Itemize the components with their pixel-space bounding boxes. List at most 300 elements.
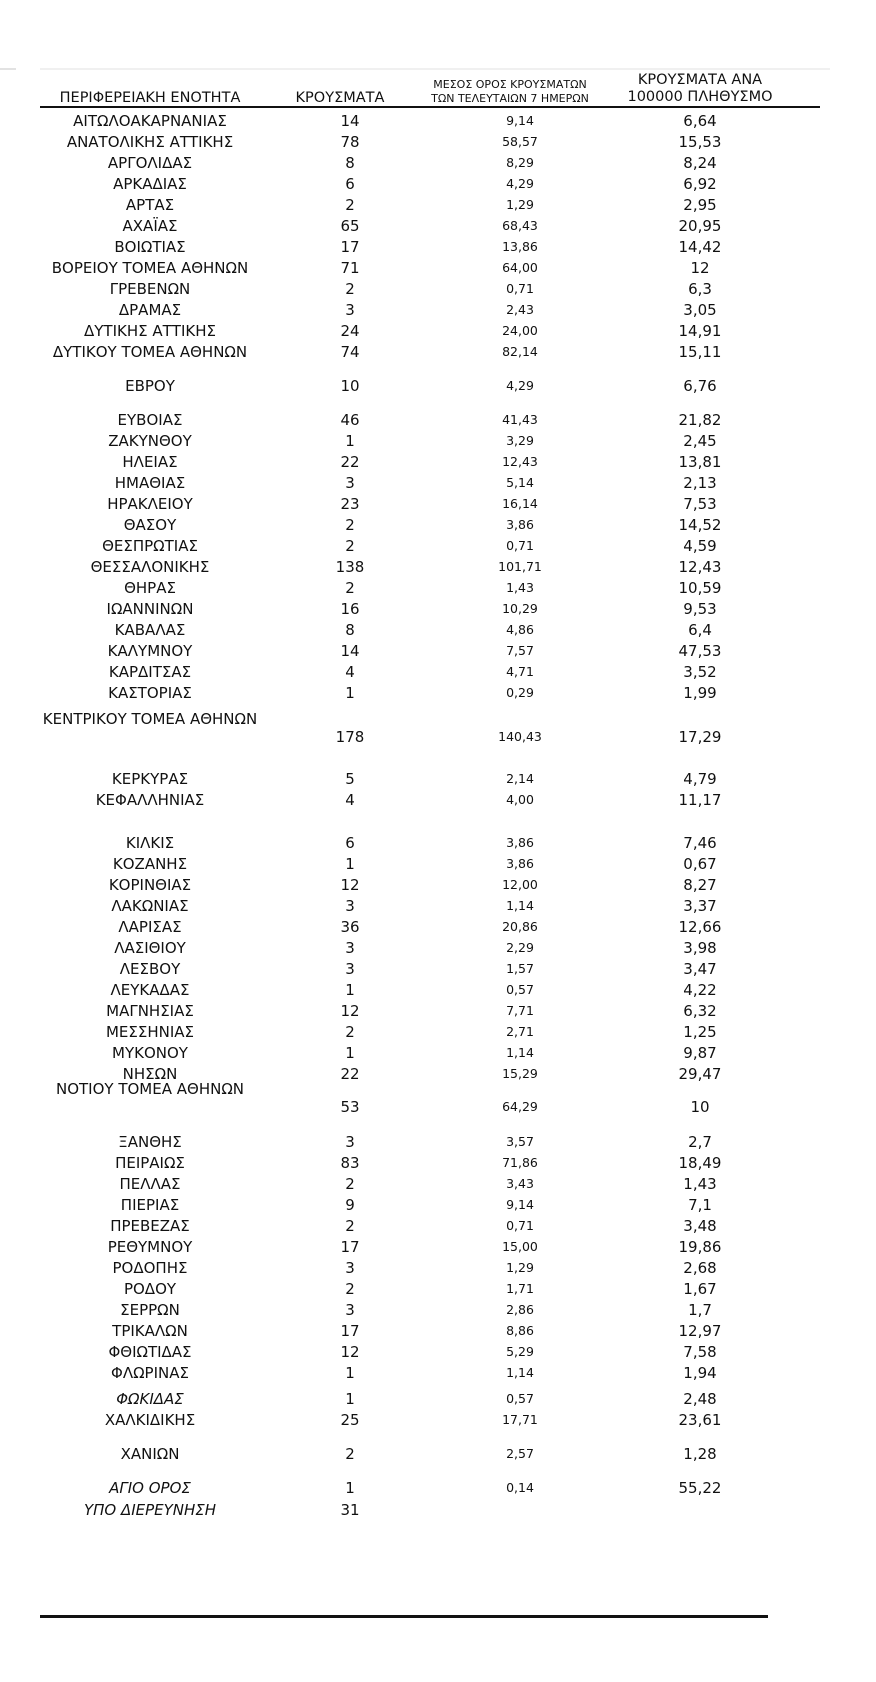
table-row	[40, 451, 830, 473]
average-cell: 140,43	[498, 729, 542, 744]
per-100k-cell: 4,59	[683, 537, 717, 555]
region-cell: ΛΕΥΚΑΔΑΣ	[110, 981, 190, 999]
header-cases: ΚΡΟΥΣΜΑΤΑ	[295, 90, 385, 106]
table-row	[40, 1215, 830, 1237]
table-row	[40, 979, 830, 1001]
average-cell: 7,57	[506, 643, 534, 658]
region-cell: ΑΧΑΪΑΣ	[122, 217, 178, 235]
table-row	[40, 1443, 830, 1465]
table-row	[40, 1152, 830, 1174]
region-cell: ΒΟΡΕΙΟΥ ΤΟΜΕΑ ΑΘΗΝΩΝ	[51, 259, 249, 277]
table-row	[40, 1499, 830, 1521]
average-cell: 101,71	[498, 559, 542, 574]
cases-cell: 78	[340, 133, 360, 151]
average-cell: 1,29	[506, 197, 534, 212]
region-cell: ΖΑΚΥΝΘΟΥ	[108, 432, 192, 450]
table-row	[40, 937, 830, 959]
region-cell: ΝΗΣΩΝ	[122, 1065, 178, 1083]
region-cell: ΚΕΝΤΡΙΚΟΥ ΤΟΜΕΑ ΑΘΗΝΩΝ	[42, 710, 258, 728]
cases-cell: 1	[345, 1364, 355, 1382]
region-cell: ΛΑΚΩΝΙΑΣ	[111, 897, 189, 915]
per-100k-cell: 3,47	[683, 960, 717, 978]
per-100k-cell: 13,81	[678, 453, 722, 471]
per-100k-cell: 9,87	[683, 1044, 717, 1062]
region-cell: ΠΕΙΡΑΙΩΣ	[115, 1154, 185, 1172]
cases-cell: 2	[345, 1445, 355, 1463]
average-cell: 2,43	[506, 302, 534, 317]
per-100k-cell: 47,53	[678, 642, 722, 660]
average-cell: 0,57	[506, 1391, 534, 1406]
average-cell: 1,14	[506, 1045, 534, 1060]
cases-cell: 3	[345, 301, 355, 319]
per-100k-cell: 1,25	[683, 1023, 717, 1041]
average-cell: 7,71	[506, 1003, 534, 1018]
average-cell: 17,71	[502, 1412, 538, 1427]
per-100k-cell: 10	[690, 1098, 710, 1116]
cases-cell: 1	[345, 684, 355, 702]
per-100k-cell: 1,43	[683, 1175, 717, 1193]
per-100k-cell: 6,32	[683, 1002, 717, 1020]
cases-cell: 46	[340, 411, 360, 429]
cases-cell: 12	[340, 1343, 360, 1361]
cases-cell: 1	[345, 855, 355, 873]
table-row	[40, 1362, 830, 1384]
per-100k-cell: 1,94	[683, 1364, 717, 1382]
average-cell: 2,29	[506, 940, 534, 955]
table-row	[40, 640, 830, 662]
region-cell: ΕΒΡΟΥ	[125, 377, 175, 395]
cases-cell: 4	[345, 663, 355, 681]
per-100k-cell: 15,53	[678, 133, 722, 151]
table-row	[40, 514, 830, 536]
cases-cell: 5	[345, 770, 355, 788]
region-cell: ΚΑΣΤΟΡΙΑΣ	[108, 684, 192, 702]
table-row	[40, 535, 830, 557]
table-row	[40, 1080, 830, 1118]
region-cell: ΒΟΙΩΤΙΑΣ	[114, 238, 186, 256]
region-cell: ΣΕΡΡΩΝ	[120, 1301, 180, 1319]
cases-cell: 6	[345, 175, 355, 193]
table-row	[40, 556, 830, 578]
average-cell: 4,86	[506, 622, 534, 637]
average-cell: 12,00	[502, 877, 538, 892]
per-100k-cell: 3,37	[683, 897, 717, 915]
region-cell: ΛΑΡΙΣΑΣ	[118, 918, 182, 936]
average-cell: 9,14	[506, 1197, 534, 1212]
per-100k-cell: 3,52	[683, 663, 717, 681]
per-100k-cell: 7,58	[683, 1343, 717, 1361]
cases-cell: 83	[340, 1154, 360, 1172]
cases-cell: 14	[340, 642, 360, 660]
average-cell: 5,14	[506, 475, 534, 490]
region-cell: ΥΠΟ ΔΙΕΡΕΥΝΗΣΗ	[83, 1501, 217, 1519]
cases-cell: 2	[345, 1023, 355, 1041]
per-100k-cell: 1,28	[683, 1445, 717, 1463]
per-100k-cell: 14,42	[678, 238, 722, 256]
region-cell: ΔΥΤΙΚΟΥ ΤΟΜΕΑ ΑΘΗΝΩΝ	[52, 343, 248, 361]
region-cell: ΦΘΙΩΤΙΔΑΣ	[108, 1343, 192, 1361]
table-row	[40, 409, 830, 431]
cases-cell: 3	[345, 939, 355, 957]
per-100k-cell: 6,3	[688, 280, 712, 298]
table-row	[40, 278, 830, 300]
average-cell: 1,14	[506, 898, 534, 913]
per-100k-cell: 2,68	[683, 1259, 717, 1277]
region-cell: ΗΛΕΙΑΣ	[122, 453, 178, 471]
per-100k-cell: 2,45	[683, 432, 717, 450]
average-cell: 68,43	[502, 218, 538, 233]
average-cell: 0,14	[506, 1480, 534, 1495]
table-row	[40, 1320, 830, 1342]
page-edge-line	[0, 68, 16, 70]
table-row	[40, 1236, 830, 1258]
cases-cell: 2	[345, 280, 355, 298]
region-cell: ΑΙΤΩΛΟΑΚΑΡΝΑΝΙΑΣ	[73, 112, 227, 130]
table-row	[40, 1021, 830, 1043]
per-100k-cell: 10,59	[678, 579, 722, 597]
per-100k-cell: 23,61	[678, 1411, 722, 1429]
average-cell: 0,29	[506, 685, 534, 700]
per-100k-cell: 12,66	[678, 918, 722, 936]
region-cell: ΓΡΕΒΕΝΩΝ	[109, 280, 191, 298]
region-cell: ΜΕΣΣΗΝΙΑΣ	[105, 1023, 195, 1041]
table-row	[40, 299, 830, 321]
per-100k-cell: 6,76	[683, 377, 717, 395]
table-row	[40, 215, 830, 237]
table-row	[40, 768, 830, 790]
region-cell: ΗΜΑΘΙΑΣ	[114, 474, 186, 492]
region-cell: ΚΑΡΔΙΤΣΑΣ	[108, 663, 192, 681]
average-cell: 20,86	[502, 919, 538, 934]
cases-cell: 53	[340, 1098, 360, 1116]
per-100k-cell: 15,11	[678, 343, 722, 361]
region-cell: ΘΑΣΟΥ	[123, 516, 177, 534]
table-row	[40, 1042, 830, 1064]
region-cell: ΜΥΚΟΝΟΥ	[112, 1044, 188, 1062]
table-row	[40, 916, 830, 938]
table-row	[40, 472, 830, 494]
average-cell: 9,14	[506, 113, 534, 128]
table-row	[40, 173, 830, 195]
average-cell: 13,86	[502, 239, 538, 254]
region-cell: ΕΥΒΟΙΑΣ	[117, 411, 183, 429]
average-cell: 0,71	[506, 1218, 534, 1233]
cases-cell: 3	[345, 1259, 355, 1277]
region-cell: ΝΟΤΙΟΥ ΤΟΜΕΑ ΑΘΗΝΩΝ	[55, 1080, 245, 1098]
average-cell: 0,71	[506, 281, 534, 296]
average-cell: 71,86	[502, 1155, 538, 1170]
cases-cell: 2	[345, 516, 355, 534]
average-cell: 10,29	[502, 601, 538, 616]
table-row	[40, 1409, 830, 1431]
table-row	[40, 1278, 830, 1300]
table-row	[40, 710, 830, 748]
per-100k-cell: 8,24	[683, 154, 717, 172]
table-row	[40, 619, 830, 641]
per-100k-cell: 12,43	[678, 558, 722, 576]
cases-cell: 1	[345, 432, 355, 450]
table-row	[40, 131, 830, 153]
table-row	[40, 236, 830, 258]
table-row	[40, 832, 830, 854]
cases-cell: 24	[340, 322, 360, 340]
table-row	[40, 320, 830, 342]
cases-cell: 2	[345, 1217, 355, 1235]
region-cell: ΛΕΣΒΟΥ	[119, 960, 181, 978]
average-cell: 8,86	[506, 1323, 534, 1338]
table-header	[40, 70, 830, 106]
cases-cell: 23	[340, 495, 360, 513]
cases-cell: 6	[345, 834, 355, 852]
per-100k-cell: 7,53	[683, 495, 717, 513]
region-cell: ΚΕΡΚΥΡΑΣ	[111, 770, 189, 788]
cases-table	[40, 70, 830, 1630]
table-row	[40, 682, 830, 704]
cases-cell: 71	[340, 259, 360, 277]
region-cell: ΚΙΛΚΙΣ	[125, 834, 175, 852]
table-row	[40, 853, 830, 875]
cases-cell: 12	[340, 1002, 360, 1020]
average-cell: 24,00	[502, 323, 538, 338]
header-7day-average	[410, 78, 610, 106]
per-100k-cell: 7,1	[688, 1196, 712, 1214]
per-100k-cell: 2,95	[683, 196, 717, 214]
cases-cell: 3	[345, 897, 355, 915]
cases-cell: 65	[340, 217, 360, 235]
table-row	[40, 1388, 830, 1410]
region-cell: ΦΩΚΙΔΑΣ	[116, 1390, 184, 1408]
cases-cell: 8	[345, 154, 355, 172]
region-cell: ΗΡΑΚΛΕΙΟΥ	[107, 495, 193, 513]
table-row	[40, 1257, 830, 1279]
header-7day-average-line1: ΜΕΣΟΣ ΟΡΟΣ ΚΡΟΥΣΜΑΤΩΝ	[433, 78, 587, 91]
average-cell: 15,00	[502, 1239, 538, 1254]
header-per-100k-line1: ΚΡΟΥΣΜΑΤΑ ΑΝΑ	[637, 72, 763, 88]
table-row	[40, 1299, 830, 1321]
table-row	[40, 1194, 830, 1216]
table-row	[40, 895, 830, 917]
table-row	[40, 1477, 830, 1499]
table-row	[40, 1341, 830, 1363]
average-cell: 3,43	[506, 1176, 534, 1191]
average-cell: 8,29	[506, 155, 534, 170]
average-cell: 2,57	[506, 1446, 534, 1461]
average-cell: 41,43	[502, 412, 538, 427]
average-cell: 1,14	[506, 1365, 534, 1380]
cases-cell: 2	[345, 1280, 355, 1298]
region-cell: ΜΑΓΝΗΣΙΑΣ	[106, 1002, 194, 1020]
region-cell: ΘΗΡΑΣ	[124, 579, 176, 597]
average-cell: 4,71	[506, 664, 534, 679]
per-100k-cell: 8,27	[683, 876, 717, 894]
average-cell: 58,57	[502, 134, 538, 149]
cases-cell: 22	[340, 453, 360, 471]
region-cell: ΤΡΙΚΑΛΩΝ	[112, 1322, 188, 1340]
per-100k-cell: 1,99	[683, 684, 717, 702]
cases-cell: 4	[345, 791, 355, 809]
cases-cell: 2	[345, 1175, 355, 1193]
table-row	[40, 1173, 830, 1195]
per-100k-cell: 2,13	[683, 474, 717, 492]
cases-cell: 22	[340, 1065, 360, 1083]
per-100k-cell: 12	[690, 259, 710, 277]
header-per-100k	[605, 72, 795, 106]
region-cell: ΑΝΑΤΟΛΙΚΗΣ ΑΤΤΙΚΗΣ	[66, 133, 234, 151]
cases-cell: 1	[345, 1390, 355, 1408]
cases-cell: 1	[345, 1479, 355, 1497]
average-cell: 1,43	[506, 580, 534, 595]
region-cell: ΙΩΑΝΝΙΝΩΝ	[106, 600, 194, 618]
cases-cell: 9	[345, 1196, 355, 1214]
average-cell: 0,71	[506, 538, 534, 553]
average-cell: 15,29	[502, 1066, 538, 1081]
header-region: ΠΕΡΙΦΕΡΕΙΑΚΗ ΕΝΟΤΗΤΑ	[59, 90, 241, 106]
region-cell: ΚΕΦΑΛΛΗΝΙΑΣ	[95, 791, 205, 809]
cases-cell: 17	[340, 1322, 360, 1340]
per-100k-cell: 18,49	[678, 1154, 722, 1172]
region-cell: ΞΑΝΘΗΣ	[118, 1133, 182, 1151]
per-100k-cell: 55,22	[678, 1479, 722, 1497]
average-cell: 2,14	[506, 771, 534, 786]
cases-cell: 2	[345, 196, 355, 214]
per-100k-cell: 14,52	[678, 516, 722, 534]
average-cell: 64,29	[502, 1099, 538, 1114]
per-100k-cell: 3,05	[683, 301, 717, 319]
average-cell: 5,29	[506, 1344, 534, 1359]
per-100k-cell: 0,67	[683, 855, 717, 873]
region-cell: ΡΕΘΥΜΝΟΥ	[107, 1238, 193, 1256]
per-100k-cell: 9,53	[683, 600, 717, 618]
cases-cell: 178	[335, 728, 365, 746]
region-cell: ΦΛΩΡΙΝΑΣ	[111, 1364, 189, 1382]
cases-cell: 1	[345, 981, 355, 999]
average-cell: 2,86	[506, 1302, 534, 1317]
per-100k-cell: 6,64	[683, 112, 717, 130]
table-row	[40, 1000, 830, 1022]
table-row	[40, 661, 830, 683]
region-cell: ΚΟΖΑΝΗΣ	[112, 855, 188, 873]
average-cell: 0,57	[506, 982, 534, 997]
region-cell: ΧΑΝΙΩΝ	[120, 1445, 180, 1463]
region-cell: ΠΡΕΒΕΖΑΣ	[110, 1217, 190, 1235]
per-100k-cell: 20,95	[678, 217, 722, 235]
header-7day-average-line2: ΤΩΝ ΤΕΛΕΥΤΑΙΩΝ 7 ΗΜΕΡΩΝ	[431, 92, 589, 105]
table-row	[40, 341, 830, 363]
per-100k-cell: 1,7	[688, 1301, 712, 1319]
region-cell: ΔΡΑΜΑΣ	[118, 301, 182, 319]
cases-cell: 25	[340, 1411, 360, 1429]
per-100k-cell: 11,17	[678, 791, 722, 809]
average-cell: 1,71	[506, 1281, 534, 1296]
per-100k-cell: 7,46	[683, 834, 717, 852]
per-100k-cell: 6,4	[688, 621, 712, 639]
table-row	[40, 493, 830, 515]
cases-cell: 16	[340, 600, 360, 618]
cases-cell: 3	[345, 1301, 355, 1319]
per-100k-cell: 3,98	[683, 939, 717, 957]
region-cell: ΚΑΒΑΛΑΣ	[114, 621, 186, 639]
per-100k-cell: 4,79	[683, 770, 717, 788]
per-100k-cell: 14,91	[678, 322, 722, 340]
cases-cell: 17	[340, 238, 360, 256]
region-cell: ΑΡΚΑΔΙΑΣ	[113, 175, 187, 193]
per-100k-cell: 21,82	[678, 411, 722, 429]
cases-cell: 8	[345, 621, 355, 639]
per-100k-cell: 2,48	[683, 1390, 717, 1408]
table-row	[40, 577, 830, 599]
per-100k-cell: 19,86	[678, 1238, 722, 1256]
cases-cell: 3	[345, 960, 355, 978]
table-row	[40, 152, 830, 174]
region-cell: ΑΡΓΟΛΙΔΑΣ	[107, 154, 193, 172]
per-100k-cell: 17,29	[678, 728, 722, 746]
table-row	[40, 789, 830, 811]
table-row	[40, 430, 830, 452]
per-100k-cell: 2,7	[688, 1133, 712, 1151]
region-cell: ΔΥΤΙΚΗΣ ΑΤΤΙΚΗΣ	[84, 322, 216, 340]
table-row	[40, 110, 830, 132]
cases-cell: 12	[340, 876, 360, 894]
cases-cell: 3	[345, 1133, 355, 1151]
average-cell: 3,86	[506, 835, 534, 850]
average-cell: 1,29	[506, 1260, 534, 1275]
region-cell: ΧΑΛΚΙΔΙΚΗΣ	[104, 1411, 196, 1429]
region-cell: ΑΡΤΑΣ	[125, 196, 175, 214]
header-per-100k-line2: 100000 ΠΛΗΘΥΣΜΟ	[627, 89, 773, 105]
cases-cell: 2	[345, 579, 355, 597]
per-100k-cell: 6,92	[683, 175, 717, 193]
region-cell: ΘΕΣΠΡΩΤΙΑΣ	[102, 537, 198, 555]
average-cell: 2,71	[506, 1024, 534, 1039]
cases-cell: 2	[345, 537, 355, 555]
region-cell: ΑΓΙΟ ΟΡΟΣ	[109, 1479, 191, 1497]
region-cell: ΡΟΔΟΠΗΣ	[112, 1259, 188, 1277]
table-row	[40, 1131, 830, 1153]
cases-cell: 10	[340, 377, 360, 395]
region-cell: ΛΑΣΙΘΙΟΥ	[114, 939, 186, 957]
cases-cell: 74	[340, 343, 360, 361]
cases-cell: 31	[340, 1501, 360, 1519]
average-cell: 82,14	[502, 344, 538, 359]
table-row	[40, 874, 830, 896]
region-cell: ΠΕΛΛΑΣ	[119, 1175, 181, 1193]
average-cell: 64,00	[502, 260, 538, 275]
average-cell: 3,57	[506, 1134, 534, 1149]
table-row	[40, 257, 830, 279]
per-100k-cell: 3,48	[683, 1217, 717, 1235]
region-cell: ΡΟΔΟΥ	[123, 1280, 177, 1298]
region-cell: ΘΕΣΣΑΛΟΝΙΚΗΣ	[90, 558, 210, 576]
per-100k-cell: 29,47	[678, 1065, 722, 1083]
average-cell: 1,57	[506, 961, 534, 976]
cases-cell: 17	[340, 1238, 360, 1256]
average-cell: 3,29	[506, 433, 534, 448]
cases-cell: 36	[340, 918, 360, 936]
region-cell: ΚΑΛΥΜΝΟΥ	[107, 642, 193, 660]
average-cell: 12,43	[502, 454, 538, 469]
bottom-rule	[40, 1615, 768, 1618]
per-100k-cell: 4,22	[683, 981, 717, 999]
average-cell: 4,29	[506, 378, 534, 393]
average-cell: 4,29	[506, 176, 534, 191]
cases-cell: 138	[335, 558, 365, 576]
cases-cell: 14	[340, 112, 360, 130]
table-row	[40, 598, 830, 620]
header-rule	[40, 106, 820, 108]
region-cell: ΚΟΡΙΝΘΙΑΣ	[108, 876, 192, 894]
cases-cell: 3	[345, 474, 355, 492]
average-cell: 3,86	[506, 517, 534, 532]
